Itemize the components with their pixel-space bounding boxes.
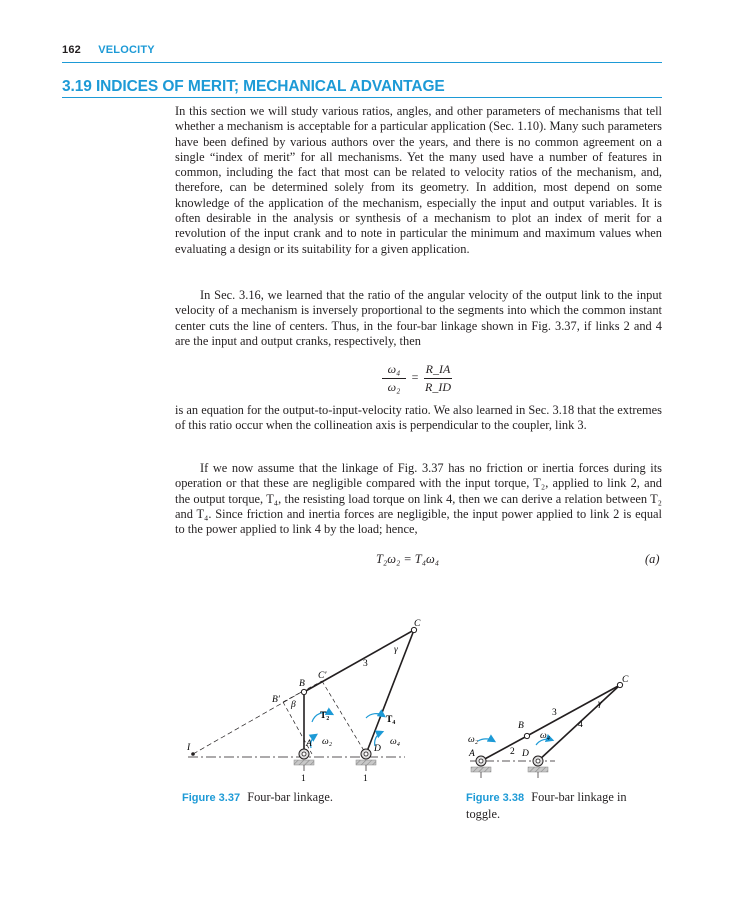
pin-B — [301, 689, 306, 694]
caption-text-3-37: Four-bar linkage. — [247, 790, 333, 804]
label-ground-1a: 1 — [301, 774, 306, 784]
paragraph-output-ratio: is an equation for the output-to-input-velocity ratio. We also learned in Sec. 3.18 that the extremes of this ratio occur when the collineation axis is perpendicular to the coupler, link 3. — [175, 403, 662, 433]
label-C-toggle: C — [622, 675, 629, 685]
label-D: D — [374, 744, 381, 754]
caption-text-3-38: Four-bar linkage in toggle. — [466, 790, 627, 821]
equation-label: (a) — [645, 552, 660, 566]
eq-equals: = — [411, 370, 419, 384]
label-link3: 3 — [363, 659, 368, 669]
label-T2: T₂ — [320, 711, 330, 721]
pin-B-toggle — [524, 733, 529, 738]
caption-label-3-38: Figure 3.38 — [466, 792, 525, 804]
link-4 — [366, 630, 414, 754]
label-omega2: ω₂ — [322, 737, 333, 747]
paragraph-intro: In this section we will study various ratios, angles, and other parameters of mechanisms that tell whether a mechanism is acceptable for a particular application (Sec. 1.10). Many such parameters have been defined by various authors over the years, and there is no common agreement on a single “index of merit” for all mechanisms. Yet the many used have a number of features in common, including the fact that most can be related to velocity ratios of the mechanism, and, therefore, can be determined solely from its geometry. In addition, most depend on some knowledge of the application of the mechanism, especially the input and output variables. It is often desirable in the analysis or synthesis of a mechanism to plot an index of merit for a revolution of the input crank and to note in particular the minimum and maximum values when evaluating a design or its suitability for a given application. — [175, 104, 662, 256]
label-beta: β — [291, 700, 296, 710]
paragraph-torque: If we now assume that the linkage of Fig. 3.37 has no friction or inertia forces during its operation or that these are negligible compared with the input torque, T₂, applied to link 2, and the output torque, T₄, the resisting load torque on link 4, then we can derive a relation between T₂ and T₄. Since friction and inertia forces are negligible, the input power applied to link 2 is equal to the power applied to link 4 by the load; hence, — [175, 461, 662, 537]
eq-rhs-numerator: R_IA — [425, 362, 451, 376]
link-3-coupler — [304, 630, 414, 692]
label-link3-toggle: 3 — [552, 708, 557, 718]
eq-lhs-denominator: ω₂ — [387, 380, 401, 394]
eq-rhs-denominator: R_ID — [425, 380, 451, 394]
label-Bprime: B′ — [272, 695, 280, 705]
label-ground-1b: 1 — [363, 774, 368, 784]
equation-power: T₂ω₂ = T₄ω₄ — [376, 552, 440, 566]
label-omega4: ω₄ — [390, 737, 401, 747]
label-gamma: γ — [394, 645, 398, 655]
eq-lhs-numerator: ω₄ — [387, 362, 401, 376]
coupler-extension — [193, 690, 305, 754]
label-B-toggle: B — [518, 721, 524, 731]
label-link2-toggle: 2 — [510, 747, 515, 757]
label-T4: T₄ — [386, 715, 396, 725]
label-A-toggle: A — [469, 749, 475, 759]
label-I: I — [187, 743, 191, 753]
page-number: 162 — [62, 44, 81, 56]
figure-3-38 — [468, 675, 629, 778]
label-Cprime: C′ — [318, 671, 327, 681]
running-section: VELOCITY — [98, 44, 155, 56]
label-gamma-toggle: γ — [598, 699, 602, 709]
label-C: C — [414, 619, 421, 629]
label-B: B — [299, 679, 305, 689]
figure-3-37 — [186, 619, 421, 784]
point-I — [191, 752, 195, 756]
link-2-toggle — [481, 736, 527, 761]
caption-label-3-37: Figure 3.37 — [182, 792, 241, 804]
label-omega2-toggle: ω₂ — [468, 735, 479, 745]
section-title: 3.19 INDICES OF MERIT; MECHANICAL ADVANTAGE — [62, 78, 445, 95]
label-A: A — [306, 739, 312, 749]
caption-figure-3-38 — [466, 790, 662, 822]
label-omega4-toggle: ω₄ — [540, 731, 551, 741]
label-link4-toggle: 4 — [578, 720, 583, 730]
ground-pivot-D-toggle — [528, 756, 548, 772]
caption-figure-3-37 — [182, 790, 402, 807]
omega2-arrow-toggle — [478, 739, 494, 741]
label-D-toggle: D — [522, 749, 529, 759]
paragraph-velocity-ratio: In Sec. 3.16, we learned that the ratio of the angular velocity of the output link to the input velocity of a mechanism is inversely proportional to the segments into which the common instant center cuts the line of centers. Thus, in the four-bar linkage shown in Fig. 3.37, if links 2 and 4 are the input and output cranks, respectively, then — [175, 288, 662, 348]
